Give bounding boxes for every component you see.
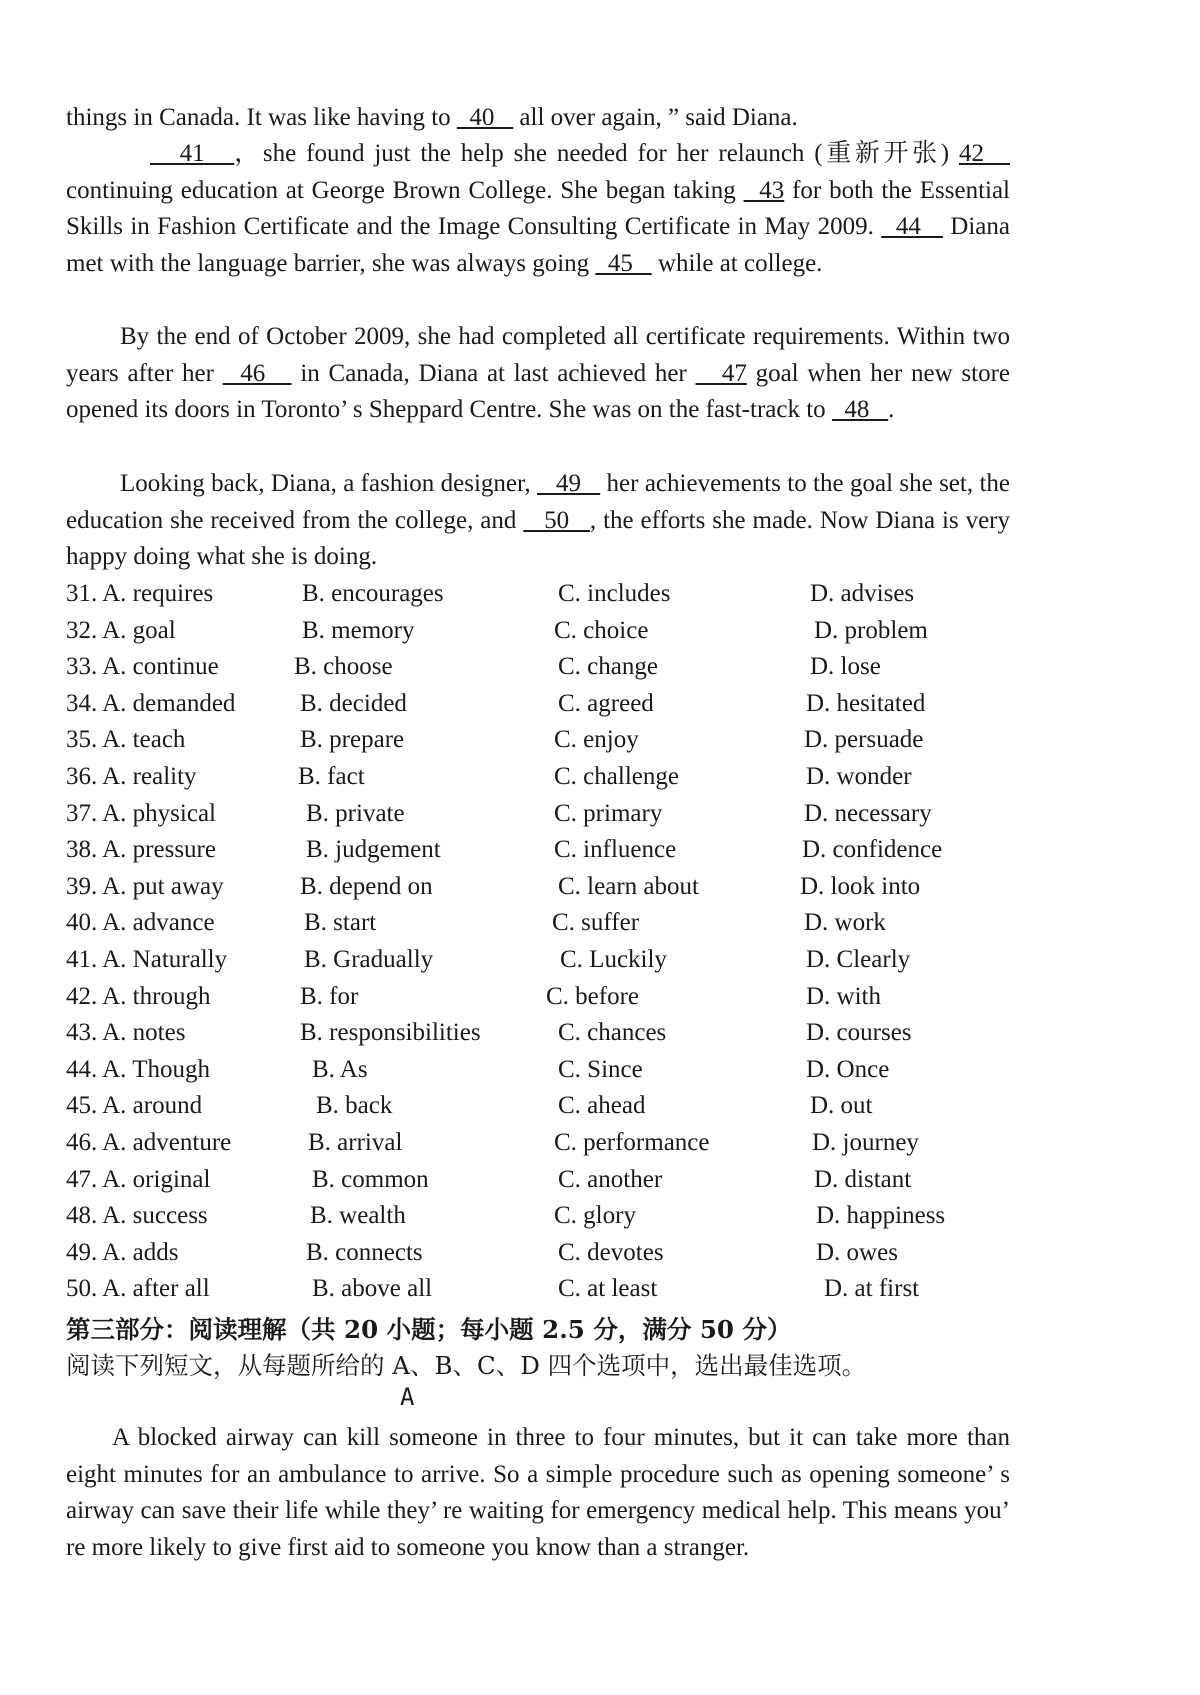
option-d: D. with (806, 982, 881, 1010)
option-b: B. As (312, 1055, 368, 1083)
option-c: C. another (558, 1165, 663, 1193)
option-b: B. responsibilities (300, 1019, 481, 1047)
option-a: 37. A. physical (66, 799, 216, 827)
question-row (66, 909, 1066, 945)
option-d: D. owes (816, 1238, 898, 1266)
option-a: 43. A. notes (66, 1019, 186, 1047)
text-segment: things in Canada. It was like having to (66, 104, 457, 131)
option-b: B. common (312, 1165, 429, 1193)
question-row (66, 836, 1066, 872)
option-b: B. fact (298, 763, 365, 790)
text-segment: , the efforts she made. Now Diana is very happy doing what she is doing. (66, 506, 1011, 571)
blank-43: 43 (743, 176, 785, 204)
question-row (66, 1166, 1066, 1202)
option-a: 32. A. goal (66, 616, 176, 644)
option-b: B. arrival (308, 1129, 403, 1156)
text-segment: in Canada, Diana at last achieved her (291, 359, 696, 387)
option-b: B. start (304, 909, 377, 937)
question-row (66, 873, 1066, 909)
blank-40: 40 (456, 104, 514, 131)
option-b: B. above all (312, 1275, 433, 1303)
blank-46: 46 (222, 359, 292, 387)
text-segment: continuing education at George Brown College. She began taking (66, 176, 744, 204)
question-row (66, 690, 1066, 726)
option-a: 45. A. around (66, 1092, 203, 1120)
question-row (66, 763, 1066, 799)
option-d: D. work (804, 909, 886, 937)
option-d: D. persuade (804, 726, 924, 754)
passage-paragraph-4 (66, 466, 1010, 576)
question-row (66, 1202, 1066, 1238)
blank-41: 41 (150, 140, 235, 167)
question-row (66, 983, 1066, 1019)
option-b: B. back (316, 1092, 393, 1120)
question-row (66, 1275, 1066, 1311)
option-b: B. judgement (306, 836, 441, 864)
option-a: 44. A. Though (66, 1055, 210, 1083)
option-c: C. glory (554, 1202, 636, 1230)
option-a: 39. A. put away (66, 872, 224, 900)
option-a: 47. A. original (66, 1165, 211, 1193)
option-d: D. Clearly (806, 946, 911, 973)
option-d: D. journey (812, 1129, 919, 1156)
option-a: 31. A. requires (66, 580, 214, 607)
text-segment: for both the Essential Skills in Fashion Certificate and the Image Consulting Certificate in May 2009. (66, 176, 1010, 241)
text-segment: By the end of October 2009, she had completed all certificate requirements. Within two years after her (66, 323, 1010, 387)
option-d: D. wonder (806, 763, 912, 790)
blank-45: 45 (595, 249, 652, 277)
option-c: C. at least (558, 1275, 658, 1303)
option-a: 46. A. adventure (66, 1129, 232, 1156)
option-d: D. advises (810, 580, 915, 607)
blank-49: 49 (536, 470, 601, 497)
text-segment: A blocked airway can kill someone in three to four minutes, but it can take more than eight minutes for an ambulance to arrive. So a simple procedure such as opening someone’ s airway can save their life while they’ re waiting for emergency medical help. This means you’ re more likely to give first aid to someone you know than a stranger. (66, 1424, 1010, 1561)
option-c: C. performance (554, 1129, 710, 1156)
option-b: B. Gradually (304, 946, 434, 973)
option-d: D. necessary (804, 799, 932, 827)
question-row (66, 1129, 1066, 1165)
option-b: B. memory (302, 616, 415, 644)
question-row (66, 617, 1066, 653)
option-c: C. ahead (558, 1092, 646, 1120)
option-b: B. wealth (310, 1202, 406, 1230)
option-c: C. primary (554, 799, 663, 827)
option-c: C. before (546, 982, 640, 1010)
text-segment: ，she found just the help she needed for her relaunch (重新开张) (234, 140, 959, 167)
passage-paragraph-2 (66, 136, 1010, 282)
option-b: B. private (306, 799, 405, 827)
blank-44: 44 (881, 213, 943, 241)
option-c: C. agreed (558, 689, 654, 717)
option-c: C. challenge (554, 763, 679, 790)
section-heading: 第三部分：阅读理解（共 20 小题；每小题 2.5 分，满分 50 分） (66, 1315, 792, 1344)
option-b: B. prepare (300, 726, 405, 754)
blank-50: 50 (523, 506, 590, 534)
option-a: 34. A. demanded (66, 689, 236, 717)
option-d: D. confidence (802, 836, 943, 864)
option-d: D. at first (824, 1275, 920, 1303)
option-b: B. encourages (302, 580, 444, 607)
option-a: 48. A. success (66, 1202, 208, 1230)
text-segment: while at college. (651, 249, 823, 277)
option-b: B. choose (294, 653, 393, 681)
option-d: D. out (810, 1092, 873, 1120)
option-c: C. includes (558, 580, 671, 607)
text-segment: Looking back, Diana, a fashion designer, (120, 470, 537, 497)
passage-line-1 (66, 100, 1010, 137)
option-c: C. Luckily (560, 946, 667, 973)
option-c: C. enjoy (554, 726, 639, 754)
option-c: C. influence (554, 836, 677, 864)
question-row (66, 946, 1066, 982)
blank-48: 48 (831, 396, 889, 424)
option-c: C. change (558, 653, 658, 681)
question-row (66, 1092, 1066, 1128)
text-segment: her achievements to the goal she set, the education she received from the college, and (66, 470, 1011, 534)
text-segment: all over again, ” said Diana. (513, 104, 798, 131)
option-c: C. suffer (552, 909, 640, 937)
option-b: B. depend on (300, 872, 433, 900)
passage-paragraph-3 (66, 319, 1010, 429)
option-b: B. decided (300, 689, 407, 717)
option-a: 33. A. continue (66, 653, 219, 681)
question-row (66, 726, 1066, 762)
reading-passage-a (66, 1420, 1010, 1566)
option-d: D. distant (814, 1165, 912, 1193)
option-a: 49. A. adds (66, 1238, 179, 1266)
question-row (66, 1239, 1066, 1275)
question-row (66, 800, 1066, 836)
option-d: D. Once (806, 1055, 890, 1083)
option-c: C. Since (558, 1055, 643, 1083)
option-a: 35. A. teach (66, 726, 186, 754)
option-a: 38. A. pressure (66, 836, 216, 864)
option-d: D. courses (806, 1019, 912, 1047)
question-row (66, 653, 1066, 689)
option-d: D. happiness (816, 1202, 946, 1230)
option-d: D. problem (814, 616, 928, 644)
question-row (66, 1056, 1066, 1092)
option-a: 50. A. after all (66, 1275, 210, 1303)
text-segment: . (888, 396, 895, 424)
option-d: D. look into (800, 872, 921, 900)
option-b: B. for (300, 982, 359, 1010)
text-segment: goal when her new store opened its doors in Toronto’ s Sheppard Centre. She was on the fast-track to (66, 359, 1010, 424)
option-a: 41. A. Naturally (66, 946, 228, 973)
question-row (66, 1019, 1066, 1055)
blank-47: 47 (695, 359, 747, 387)
option-c: C. learn about (558, 872, 699, 900)
option-d: D. hesitated (806, 689, 926, 717)
blank-42: 42 (958, 140, 1010, 167)
section-instruction: 阅读下列短文，从每题所给的 A、B、C、D 四个选项中，选出最佳选项。 (66, 1351, 867, 1380)
option-c: C. devotes (558, 1238, 664, 1266)
option-d: D. lose (810, 653, 881, 681)
option-a: 36. A. reality (66, 763, 197, 790)
option-a: 40. A. advance (66, 909, 215, 937)
passage-letter: A (400, 1383, 415, 1411)
text-segment: Diana met with the language barrier, she was always going (66, 213, 1010, 277)
option-a: 42. A. through (66, 982, 211, 1010)
option-c: C. choice (554, 616, 649, 644)
option-c: C. chances (558, 1019, 667, 1047)
question-row (66, 580, 1066, 616)
option-b: B. connects (306, 1238, 423, 1266)
